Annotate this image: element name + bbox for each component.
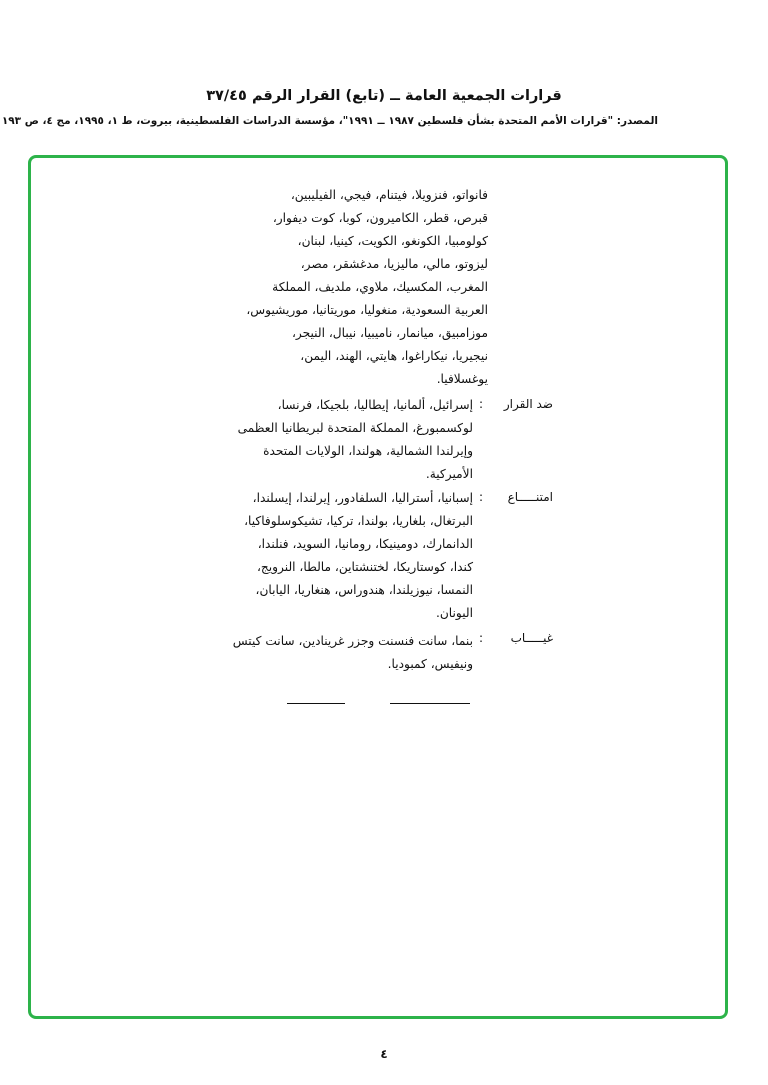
absent-colon: : [478, 631, 484, 645]
in-favour-line: كولومبيا، الكونغو، الكويت، كينيا، لبنان، [297, 234, 488, 248]
abstaining-line: الدانمارك، دومينيكا، رومانيا، السويد، فنلندا، [257, 537, 473, 551]
abstaining-line: البرتغال، بلغاريا، بولندا، تركيا، تشيكوسلوفاكيا، [244, 514, 473, 528]
end-rule-right [390, 703, 470, 704]
absent-line: ونيفيس، كمبوديا. [387, 657, 473, 671]
page-title: قرارات الجمعية العامة ــ (تابع) القرار الرقم ٣٧/٤٥ [206, 88, 562, 104]
against-line: إسرائيل، ألمانيا، إيطاليا، بلجيكا، فرنسا، [277, 398, 473, 412]
in-favour-line: نيجيريا، نيكاراغوا، هايتي، الهند، اليمن، [300, 349, 488, 363]
page-number: ٤ [380, 1047, 388, 1061]
abstaining-line: كندا، كوستاريكا، لختنشتاين، مالطا، النرويج، [256, 560, 473, 574]
in-favour-line: العربية السعودية، منغوليا، موريتانيا، موريشيوس، [246, 303, 488, 317]
abstaining-label: امتنـــــاع [507, 490, 553, 504]
absent-line: بنما، سانت فنسنت وجزر غرينادين، سانت كيتس [232, 634, 473, 648]
in-favour-line: يوغسلافيا. [436, 372, 488, 386]
abstaining-colon: : [478, 490, 484, 504]
end-rule-left [287, 703, 345, 704]
in-favour-line: قبرص، قطر، الكاميرون، كوبا، كوت ديفوار، [272, 211, 488, 225]
against-line: الأميركية. [425, 467, 473, 481]
in-favour-line: موزامبيق، ميانمار، ناميبيا، نيبال، النيجر، [291, 326, 488, 340]
against-colon: : [478, 397, 484, 411]
against-line: لوكسمبورغ، المملكة المتحدة لبريطانيا العظمى [237, 421, 473, 435]
abstaining-line: إسبانيا، أستراليا، السلفادور، إيرلندا، إيسلندا، [252, 491, 473, 505]
against-line: وإيرلندا الشمالية، هولندا، الولايات المتحدة [263, 444, 473, 458]
abstaining-line: اليونان. [435, 606, 473, 620]
in-favour-line: ليزوتو، مالي، ماليزيا، مدغشقر، مصر، [300, 257, 488, 271]
absent-label: غيـــــاب [510, 631, 553, 645]
abstaining-line: النمسا، نيوزيلندا، هندوراس، هنغاريا، اليابان، [255, 583, 473, 597]
in-favour-line: المغرب، المكسيك، ملاوي، ملديف، المملكة [272, 280, 488, 294]
source-citation: المصدر: "قرارات الأمم المتحدة بشأن فلسطين ١٩٨٧ ــ ١٩٩١"، مؤسسة الدراسات الفلسطينية، بيروت، ط ١، ١٩٩٥، مج ٤، ص ١٩٣ [1, 115, 658, 127]
in-favour-line: فانواتو، فنزويلا، فيتنام، فيجي، الفيليبين، [290, 188, 488, 202]
against-label: ضد القرار [503, 397, 553, 411]
